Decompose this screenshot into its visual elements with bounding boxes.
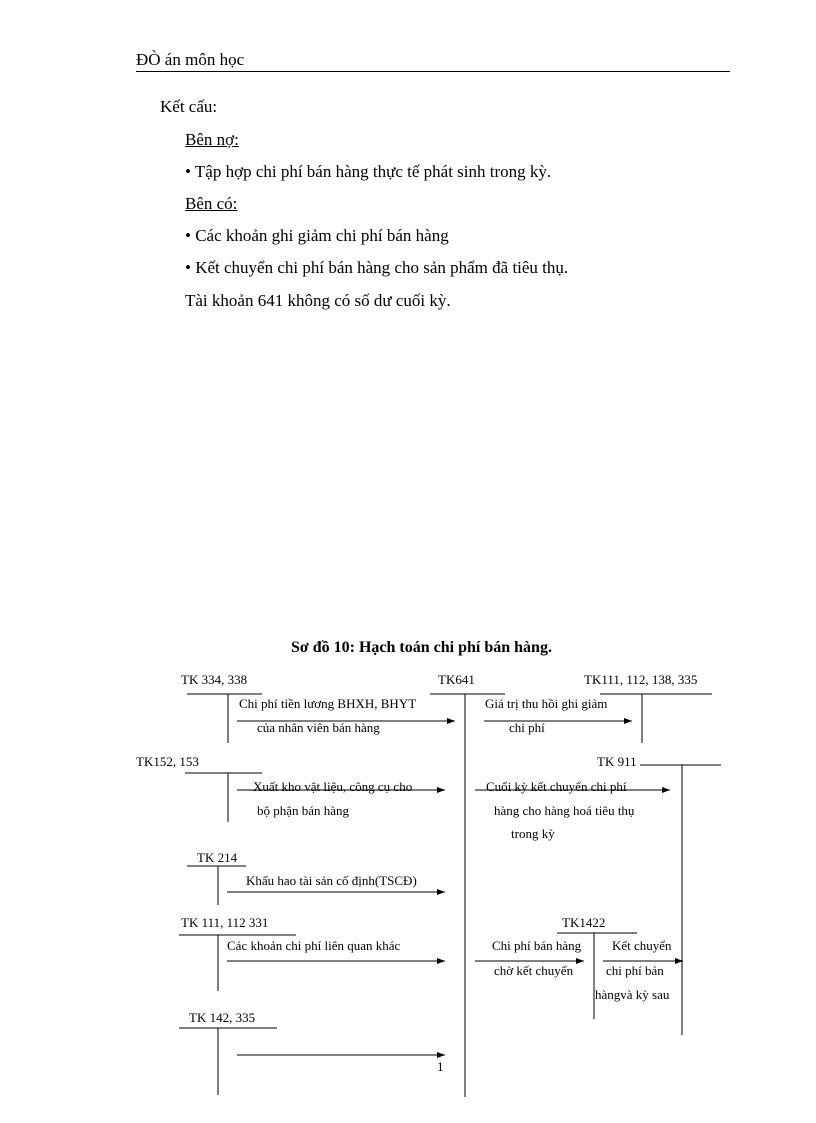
debit-item: • Tập hợp chi phí bán hàng thực tế phát sinh trong kỳ. xyxy=(185,162,552,181)
diagram-title: Sơ đồ 10: Hạch toán chi phí bán hàng. xyxy=(291,639,552,656)
label-recovery-line2: chi phí xyxy=(509,720,545,735)
account-tk334: TK 334, 338 xyxy=(181,672,248,687)
label-closing-transfer-line1: Cuối kỳ kết chuyển chi phí xyxy=(486,779,627,794)
label-pending-line1: Chi phí bán hàng xyxy=(492,938,582,953)
credit-item-1: • Các khoản ghi giảm chi phí bán hàng xyxy=(185,226,449,245)
account-tk911: TK 911 xyxy=(597,754,637,769)
label-closing-transfer-line3: trong kỳ xyxy=(511,826,555,841)
account-tk152: TK152, 153 xyxy=(136,754,199,769)
account-tk142: TK 142, 335 xyxy=(189,1010,256,1025)
page-number: 1 xyxy=(437,1059,444,1074)
label-other-costs: Các khoản chi phí liên quan khác xyxy=(227,938,401,953)
label-depreciation: Khấu hao tài sản cố định(TSCĐ) xyxy=(246,873,417,888)
label-pending-line2: chờ kết chuyển xyxy=(494,963,574,978)
account-tk111b: TK 111, 112 331 xyxy=(181,915,269,930)
label-materials-line2: bộ phận bán hàng xyxy=(257,803,350,818)
label-next-period-line2: chi phí bán xyxy=(606,963,664,978)
credit-item-2: • Kết chuyển chi phí bán hàng cho sản phẩm đã tiêu thụ. xyxy=(185,258,569,277)
label-materials-line1: Xuất kho vật liệu, công cụ cho xyxy=(253,779,413,794)
account-tk1422: TK1422 xyxy=(562,915,606,930)
structure-label: Kết cấu: xyxy=(160,97,218,116)
credit-label: Bên có: xyxy=(185,194,238,213)
debit-label: Bên nợ: xyxy=(185,130,239,149)
account-tk641: TK641 xyxy=(438,672,475,687)
label-recovery-line1: Giá trị thu hồi ghi giảm xyxy=(485,696,608,711)
account-tk111: TK111, 112, 138, 335 xyxy=(584,672,698,687)
account-tk214: TK 214 xyxy=(197,850,238,865)
label-next-period-line3: hàngvà kỳ sau xyxy=(595,987,670,1002)
label-salary-line1: Chi phí tiền lương BHXH, BHYT xyxy=(239,696,417,711)
label-salary-line2: của nhân viên bán hàng xyxy=(257,720,380,735)
label-closing-transfer-line2: hàng cho hàng hoá tiêu thụ xyxy=(494,803,635,818)
document-header: ĐÒ án môn học xyxy=(136,50,245,69)
closing-note: Tài khoản 641 không có số dư cuối kỳ. xyxy=(185,291,451,310)
label-next-period-line1: Kết chuyển xyxy=(612,938,672,953)
